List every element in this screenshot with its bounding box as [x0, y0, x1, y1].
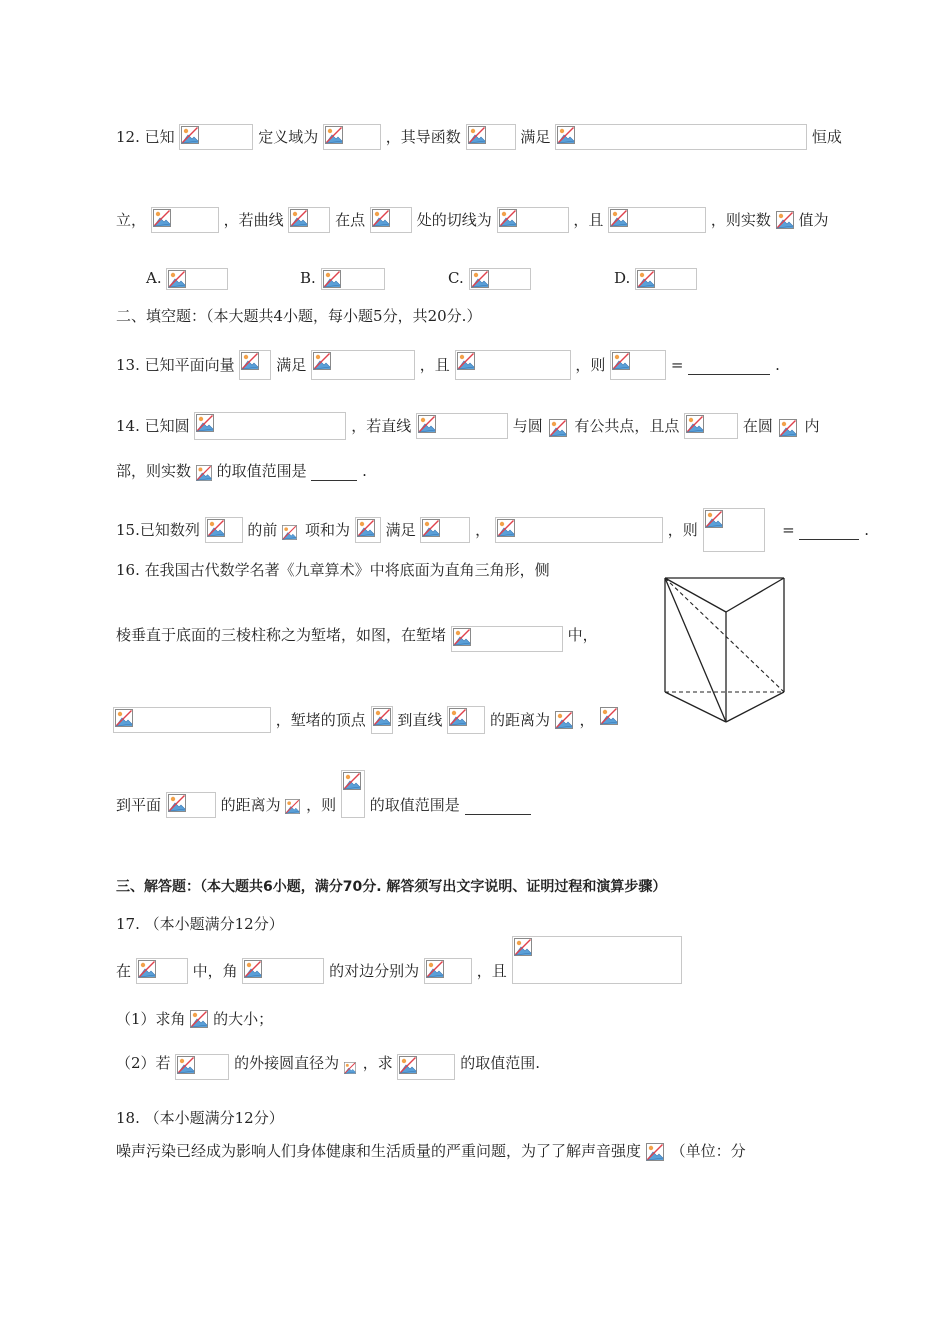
q16-text: 到平面	[116, 796, 162, 814]
q15-text: 满足	[385, 521, 416, 539]
broken-image-icon	[373, 708, 391, 726]
q12-text: ，则实数	[710, 211, 771, 229]
q14-text: ，若直线	[351, 417, 412, 435]
broken-image-icon	[426, 960, 444, 978]
broken-image-icon	[177, 1056, 195, 1074]
q17-text: （2）若	[116, 1054, 171, 1072]
q12-text: 在点	[335, 211, 366, 229]
q14-text: 14. 已知圆	[116, 417, 190, 435]
formula-image	[321, 268, 385, 290]
q12-line-1	[116, 124, 842, 148]
formula-image	[608, 207, 706, 233]
q13-text: ，且	[419, 356, 450, 374]
q18-line-1	[116, 1138, 746, 1162]
formula-image	[684, 413, 738, 439]
q12-text: 处的切线为	[416, 211, 492, 229]
q17-text: ，求	[362, 1054, 393, 1072]
formula-image	[776, 209, 794, 231]
formula-image	[469, 268, 531, 290]
broken-image-icon	[207, 519, 225, 537]
q16-text: 到直线	[397, 711, 443, 729]
q12-text: ，且	[573, 211, 604, 229]
q13-line	[116, 350, 780, 374]
option-c	[448, 266, 531, 290]
q14-line-2	[116, 458, 367, 482]
option-d	[614, 266, 697, 290]
formula-image	[397, 1054, 455, 1080]
formula-image	[311, 350, 415, 380]
q17-text: 的取值范围.	[460, 1054, 541, 1072]
q12-text: 立，	[116, 211, 147, 229]
q12-text: 定义域为	[258, 128, 319, 146]
option-label: B.	[300, 269, 316, 287]
broken-image-icon	[468, 126, 486, 144]
formula-image	[136, 958, 188, 984]
formula-image	[548, 413, 570, 439]
q14-text: 内	[804, 417, 820, 435]
q17-part-2	[116, 1046, 540, 1070]
q17-part-1	[116, 1006, 273, 1030]
q17-text: （1）求角	[116, 1010, 186, 1028]
answer-blank[interactable]	[311, 462, 357, 481]
q17-heading: 17. （本小题满分12分）	[116, 915, 284, 933]
q14-text: .	[362, 462, 367, 480]
broken-image-icon	[313, 352, 331, 370]
broken-image-icon	[514, 938, 532, 956]
formula-image	[778, 413, 800, 439]
q16-text: ，	[579, 711, 595, 729]
prism-figure	[656, 572, 792, 724]
formula-image	[355, 517, 381, 543]
broken-image-icon	[705, 510, 723, 528]
q14-text: 与圆	[512, 417, 543, 435]
q18-text: （单位：分	[670, 1142, 746, 1160]
q12-text: ，若曲线	[223, 211, 284, 229]
q14-text: 的取值范围是	[216, 462, 307, 480]
formula-image	[420, 517, 470, 543]
q15-text: =	[782, 521, 795, 539]
answer-blank[interactable]	[799, 521, 859, 540]
option-b	[300, 266, 385, 290]
q17-text: 的对边分别为	[329, 962, 420, 980]
q13-text: 满足	[276, 356, 307, 374]
q16-text: ，则	[306, 796, 337, 814]
broken-image-icon	[457, 352, 475, 370]
q15-text: 的前	[247, 521, 278, 539]
broken-image-icon	[600, 707, 618, 725]
formula-image	[447, 706, 485, 734]
broken-image-icon	[686, 415, 704, 433]
q14-text: 有公共点，且点	[574, 417, 680, 435]
q13-text: 13. 已知平面向量	[116, 356, 235, 374]
formula-image	[466, 124, 516, 150]
formula-image	[370, 207, 412, 233]
q16-text: 的距离为	[220, 796, 281, 814]
broken-image-icon	[344, 1060, 356, 1076]
section-2-heading: 二、填空题：（本大题共4小题，每小题5分，共20分.）	[116, 307, 482, 325]
q15-line	[116, 508, 870, 539]
broken-image-icon	[449, 708, 467, 726]
broken-image-icon	[196, 414, 214, 432]
q15-text: ，	[475, 521, 491, 539]
q14-line-1	[116, 412, 820, 436]
q12-text: 12. 已知	[116, 128, 175, 146]
broken-image-icon	[453, 628, 471, 646]
formula-image	[151, 207, 219, 233]
q12-text: 值为	[798, 211, 829, 229]
broken-image-icon	[557, 126, 575, 144]
broken-image-icon	[372, 209, 390, 227]
formula-image	[371, 706, 393, 734]
q16-line-1: 16. 在我国古代数学名著《九章算术》中将底面为直角三角形，侧	[116, 561, 550, 579]
broken-image-icon	[612, 352, 630, 370]
formula-image	[166, 792, 216, 818]
q13-text: =	[670, 356, 684, 374]
broken-image-icon	[168, 270, 186, 288]
q17-text: 中，角	[192, 962, 238, 980]
formula-image	[555, 709, 575, 731]
option-a	[146, 266, 228, 290]
broken-image-icon	[357, 519, 375, 537]
broken-image-icon	[196, 465, 212, 481]
broken-image-icon	[244, 960, 262, 978]
formula-image	[288, 207, 330, 233]
broken-image-icon	[779, 419, 797, 437]
broken-image-icon	[325, 126, 343, 144]
broken-image-icon	[422, 519, 440, 537]
broken-image-icon	[323, 270, 341, 288]
q14-text: 在圆	[742, 417, 773, 435]
broken-image-icon	[153, 209, 171, 227]
q13-period: .	[775, 356, 780, 374]
broken-image-icon	[181, 126, 199, 144]
formula-image	[646, 1140, 666, 1162]
formula-image	[495, 517, 663, 543]
broken-image-icon	[418, 415, 436, 433]
formula-image	[555, 124, 807, 150]
formula-image	[179, 124, 253, 150]
q16-text: 棱垂直于底面的三棱柱称之为堑堵，如图，在堑堵	[116, 626, 447, 644]
broken-image-icon	[285, 799, 300, 814]
formula-image	[455, 350, 571, 380]
q15-text: .	[864, 521, 870, 539]
formula-image	[113, 707, 271, 733]
formula-image	[196, 461, 212, 481]
broken-image-icon	[343, 772, 361, 790]
formula-image	[190, 1007, 208, 1031]
broken-image-icon	[282, 525, 297, 540]
q12-line-2	[116, 207, 828, 231]
broken-image-icon	[168, 794, 186, 812]
option-label: D.	[614, 269, 631, 287]
answer-blank[interactable]	[688, 356, 770, 375]
q12-text: 满足	[520, 128, 551, 146]
q17-line-1	[116, 958, 682, 982]
broken-image-icon	[471, 270, 489, 288]
broken-image-icon	[646, 1143, 664, 1161]
q16-text: 中，	[567, 626, 598, 644]
broken-image-icon	[138, 960, 156, 978]
formula-image	[635, 268, 697, 290]
option-label: A.	[146, 269, 162, 287]
formula-image	[599, 706, 621, 734]
section-3-heading: 三、解答题：（本大题共6小题，满分70分. 解答须写出文字说明、证明过程和演算步骤）	[116, 879, 667, 895]
formula-image	[242, 958, 324, 984]
broken-image-icon	[776, 211, 794, 229]
q17-text: 的大小；	[213, 1010, 274, 1028]
q17-text: ，且	[476, 962, 507, 980]
broken-image-icon	[115, 709, 133, 727]
formula-image	[205, 517, 243, 543]
q17-text: 的外接圆直径为	[234, 1054, 340, 1072]
q14-text: 部，则实数	[116, 462, 192, 480]
formula-image	[344, 1056, 358, 1078]
q15-text: 项和为	[305, 521, 351, 539]
q13-text: ，则	[575, 356, 606, 374]
formula-image	[416, 413, 508, 439]
broken-image-icon	[637, 270, 655, 288]
formula-image	[194, 412, 346, 440]
q16-line-2	[116, 618, 598, 642]
formula-image	[285, 795, 301, 815]
q16-text: 的距离为	[489, 711, 550, 729]
formula-image	[175, 1054, 229, 1080]
formula-image	[323, 124, 381, 150]
broken-image-icon	[241, 352, 259, 370]
q17-text: 在	[116, 962, 132, 980]
formula-image	[166, 268, 228, 290]
answer-blank[interactable]	[465, 796, 531, 815]
broken-image-icon	[499, 209, 517, 227]
formula-image	[239, 350, 271, 380]
q16-text: 的取值范围是	[369, 796, 460, 814]
q16-line-4	[116, 792, 531, 816]
q15-text: 15.已知数列	[116, 521, 200, 539]
broken-image-icon	[190, 1010, 208, 1028]
broken-image-icon	[549, 419, 567, 437]
formula-image	[341, 770, 365, 818]
option-label: C.	[448, 269, 464, 287]
formula-image	[282, 519, 300, 541]
broken-image-icon	[610, 209, 628, 227]
formula-image	[424, 958, 472, 984]
formula-image	[703, 508, 765, 552]
q18-heading: 18. （本小题满分12分）	[116, 1109, 284, 1127]
broken-image-icon	[290, 209, 308, 227]
broken-image-icon	[399, 1056, 417, 1074]
formula-image	[497, 207, 569, 233]
q15-text: ，则	[667, 521, 698, 539]
q12-text: 恒成	[811, 128, 842, 146]
broken-image-icon	[555, 711, 573, 729]
formula-image	[610, 350, 666, 380]
formula-image	[451, 626, 563, 652]
broken-image-icon	[497, 519, 515, 537]
formula-image	[512, 936, 682, 984]
q18-text: 噪声污染已经成为影响人们身体健康和生活质量的严重问题，为了了解声音强度	[116, 1142, 642, 1160]
q16-line-3	[113, 706, 621, 730]
q16-text: ，堑堵的顶点	[275, 711, 366, 729]
q12-text: ，其导函数	[385, 128, 461, 146]
